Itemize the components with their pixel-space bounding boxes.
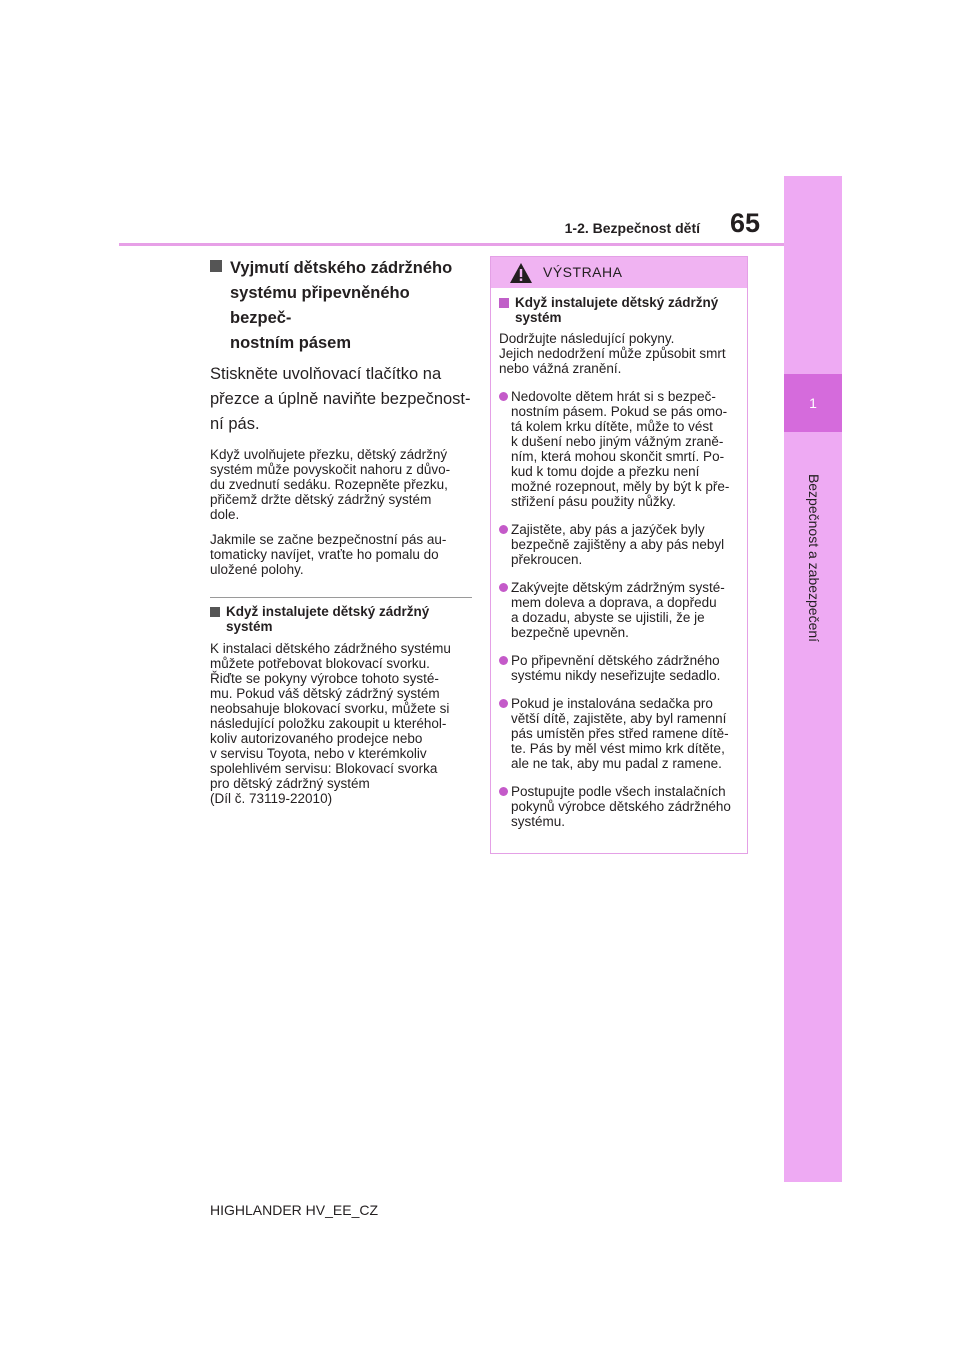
warning-subheading-text: Když instalujete dětský zádržný systém (515, 295, 719, 325)
warning-box (490, 256, 748, 854)
footer-model: HIGHLANDER HV_EE_CZ (210, 1202, 379, 1218)
subsection-heading-text: Když instalujete dětský zádržný systém (226, 604, 430, 634)
paragraph: K instalaci dětského zádržného systému můžete potřebovat blokovací svorku. Řiďte se pokyny výrobce tohoto systé- mu. Pokud váš dětský zádržný systém neobsahuje blokovací svorku, můžete si následující položku zakoupit u kteréhol- koliv autorizovaného prodejce nebo v servisu Toyota, nebo v kterémkoliv spolehlivém servisu: Blokovací svorka pro dětský zádržný systém (Díl č. 73119-22010) (210, 641, 451, 806)
chapter-title: Bezpečnost a zabezpečení (806, 473, 822, 643)
warning-triangle-icon (509, 262, 533, 284)
list-item: Postupujte podle všech instalačních pokynů výrobce dětského zádržného systému. (499, 784, 741, 829)
warning-bullet-list (499, 389, 741, 829)
list-item: Pokud je instalována sedačka pro větší dítě, zajistěte, aby byl ramenní pás umístěn přes střed ramene dítě- te. Pás by měl vést mimo krk dítěte, ale ne tak, aby mu padal z ramene. (499, 696, 741, 771)
list-item: Zajistěte, aby pás a jazýček byly bezpečně zajištěny a aby pás nebyl překroucen. (499, 522, 741, 567)
square-bullet-icon (210, 260, 222, 272)
circle-bullet-icon (499, 699, 508, 708)
warning-intro: Dodržujte následující pokyny. Jejich nedodržení může způsobit smrt nebo vážná zranění. (499, 331, 726, 376)
circle-bullet-icon (499, 392, 508, 401)
page-number: 65 (729, 208, 761, 238)
header-rule (119, 243, 784, 246)
square-bullet-icon (210, 607, 220, 617)
main-column (210, 256, 472, 806)
paragraph: Když uvolňujete přezku, dětský zádržný systém může povyskočit nahoru z důvo- du zvednutí sedáku. Rozepněte přezku, přičemž držte dětský zádržný systém dole. (210, 447, 451, 522)
lead-instruction: Stiskněte uvolňovací tlačítko na přezce a úplně naviňte bezpečnost- ní pás. (210, 365, 471, 433)
list-item: Zakývejte dětským zádržným systé- mem doleva a doprava, a dopředu a dozadu, abyste se ujistili, že je bezpečně upevněn. (499, 580, 741, 640)
circle-bullet-icon (499, 656, 508, 665)
section-title: 1-2. Bezpečnost dětí (564, 220, 700, 236)
square-bullet-icon (499, 298, 509, 308)
warning-subheading (499, 295, 741, 325)
chapter-side-tab (784, 176, 842, 1182)
circle-bullet-icon (499, 583, 508, 592)
list-item: Nedovolte dětem hrát si s bezpeč- nostním pásem. Pokud se pás omo- tá kolem krku dítěte, může to vést k dušení nebo jiným vážným zraně- ním, která mohou skončit smrtí. Po- kud k tomu dojde a přezku není možné rozepnout, měly by být k pře- střižení pásu použity nůžky. (499, 389, 741, 509)
warning-body (491, 288, 747, 829)
section-heading (210, 256, 472, 356)
chapter-number: 1 (784, 374, 842, 432)
subsection-heading (210, 604, 472, 634)
circle-bullet-icon (499, 787, 508, 796)
circle-bullet-icon (499, 525, 508, 534)
section-heading-text: Vyjmutí dětského zádržného systému připevněného bezpeč- nostním pásem (230, 259, 453, 352)
paragraph: Jakmile se začne bezpečnostní pás au- tomaticky navíjet, vraťte ho pomalu do uložené polohy. (210, 532, 447, 577)
warning-title: VÝSTRAHA (543, 264, 623, 280)
warning-header (491, 257, 747, 288)
list-item: Po připevnění dětského zádržného systému nikdy neseřizujte sedadlo. (499, 653, 741, 683)
divider (210, 597, 472, 598)
